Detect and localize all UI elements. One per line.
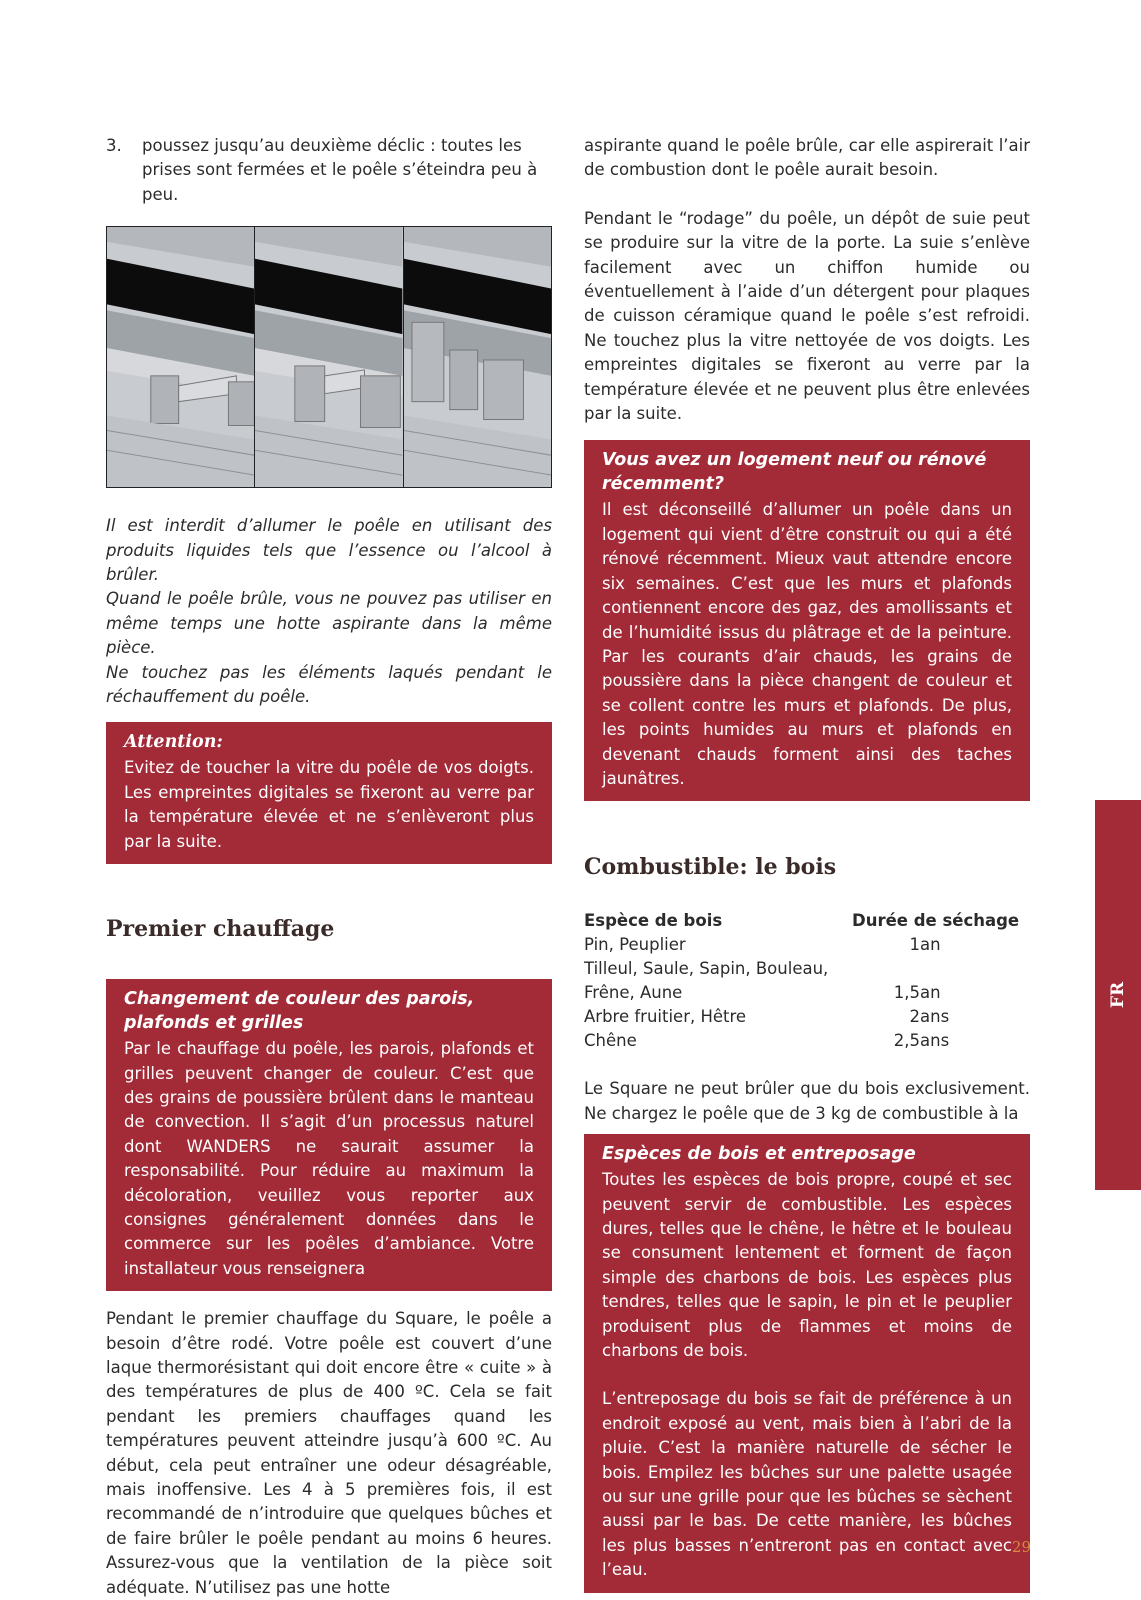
- box-logement-text: Il est déconseillé d’allumer un poêle dans un logement qui vient d’être construit ou qui a été rénové récemment. Mieux vaut attendre encore six semaines. C’est que les murs et plafonds contiennent encore des gaz, des amollissants et de l’humidité issus du plâtrage et de la peinture. Par les courants d’air chauds, les grains de poussière dans la pièce changent de couleur et se collent contre les murs et plafonds. De plus, les points humides au murs et plafonds en devenant chauds forment ainsi des taches jaunâtres.: [602, 500, 1012, 788]
- box-changement-couleur: [106, 979, 552, 1291]
- box-especes-entreposage: [584, 1134, 1030, 1593]
- language-tab-label: FR: [1107, 981, 1128, 1009]
- cell-duration: 1,5: [893, 983, 920, 1003]
- page-number: 29: [1011, 1538, 1031, 1556]
- left-column: [106, 134, 552, 1600]
- box-logement-neuf: [584, 440, 1030, 801]
- heading-combustible: Combustible: le bois: [584, 854, 837, 881]
- header-duration: Durée de séchage: [852, 911, 1020, 931]
- continuation-text: aspirante quand le poêle brûle, car elle aspirerait l’air de combustion dont le poêle aurait besoin.: [584, 136, 1030, 180]
- damper-illustration: [106, 226, 552, 488]
- step-number: 3.: [106, 136, 122, 155]
- cell-unit: ans: [920, 1007, 950, 1027]
- box-couleur-text: Par le chauffage du poêle, les parois, plafonds et grilles peuvent changer de couleur. C’est que des grains de poussière brûlent dans le manteau de convection. Il s’agit d’un processus naturel dont WANDERS ne saurait assumer la responsabilité. Pour réduire au maximum la décoloration, veuillez vous reporter aux consignes généralement données dans le commerce sur les poêles d’ambiance. Votre installateur vous renseignera: [124, 1039, 534, 1278]
- box-especes-title: Espèces de bois et entreposage: [602, 1144, 916, 1165]
- table-row: [584, 1005, 1030, 1029]
- table-row: [584, 933, 1030, 957]
- cell-species: Chêne: [584, 1031, 637, 1051]
- cell-duration: [852, 957, 920, 981]
- attention-box: [106, 722, 552, 864]
- cell-species: Pin, Peuplier: [584, 935, 686, 955]
- table-row: [584, 1029, 1030, 1053]
- premier-chauffage-text: Pendant le premier chauffage du Square, le poêle a besoin d’être rodé. Votre poêle est couvert d’une laque thermorésistant qui doit encore être « cuite » à des températures de plus de 400 ºC. Cela se fait pendant les premiers chauffages quand les températures peuvent atteindre jusqu’à 600 ºC. Au début, cela peut entraîner une odeur désagréable, mais inoffensive. Les 4 à 5 premières fois, il est recommandé de n’introduire que quelques bûches et de faire brûler le poêle pendant au moins 6 heures. Assurez-vous que la ventilation de la pièce soit adéquate. N’utilisez pas une hotte: [106, 1309, 552, 1597]
- cell-duration: 1: [909, 935, 920, 955]
- cell-duration: 2,5: [893, 1031, 920, 1051]
- attention-text: Evitez de toucher la vitre du poêle de vos doigts. Les empreintes digitales se fixeront au verre par la température élevée et ne s’enlèveront plus par la suite.: [124, 758, 534, 851]
- cell-duration: 2: [909, 1007, 920, 1027]
- attention-title: Attention:: [124, 732, 223, 753]
- box-couleur-title: Changement de couleur des parois, plafonds et grilles: [124, 989, 475, 1034]
- table-row: [584, 957, 1030, 981]
- safety-warnings: [106, 514, 552, 709]
- table-header-row: [584, 909, 1030, 933]
- cell-unit: [920, 957, 1030, 981]
- warning-line-1: Il est interdit d’allumer le poêle en utilisant des produits liquides tels que l’essence ou l’alcool à brûler.: [106, 516, 552, 585]
- damper-panel-3: [404, 227, 551, 487]
- cell-species: Tilleul, Saule, Sapin, Bouleau,: [584, 959, 829, 979]
- language-tab: [1095, 800, 1141, 1190]
- cell-unit: an: [920, 935, 941, 955]
- table-row: [584, 981, 1030, 1005]
- warning-line-2: Quand le poêle brûle, vous ne pouvez pas utiliser en même temps une hotte aspirante dans la même pièce.: [106, 589, 552, 658]
- cell-unit: ans: [920, 1031, 950, 1051]
- box-especes-text-1: Toutes les espèces de bois propre, coupé et sec peuvent servir de combustible. Les espèces dures, telles que le chêne, le hêtre et le bouleau se consument lentement et forment de façon simple des charbons de bois. Les espèces plus tendres, telles que le sapin, le pin et le peuplier produisent plus de flammes et moins de charbons de bois.: [602, 1170, 1012, 1360]
- drying-time-table: [584, 909, 1030, 1053]
- square-fuel-text: Le Square ne peut brûler que du bois exclusivement. Ne chargez le poêle que de 3 kg de combustible à la: [584, 1079, 1030, 1123]
- damper-panel-1: [107, 227, 255, 487]
- cell-species: Arbre fruitier, Hêtre: [584, 1007, 747, 1027]
- damper-panel-2: [255, 227, 403, 487]
- cell-unit: an: [920, 983, 941, 1003]
- heading-premier-chauffage: Premier chauffage: [106, 916, 335, 943]
- cell-species: Frêne, Aune: [584, 983, 683, 1003]
- warning-line-3: Ne touchez pas les éléments laqués pendant le réchauffement du poêle.: [106, 662, 552, 707]
- box-especes-text-2: L’entreposage du bois se fait de préférence à un endroit exposé au vent, mais bien à l’abri de la pluie. C’est la manière naturelle de sécher le bois. Empilez les bûches sur une palette usagée ou sur une grille pour que les bûches se sèchent aussi par le bas. De cette manière, les bûches les plus basses n’entreront pas en contact avec l’eau.: [602, 1389, 1012, 1580]
- box-logement-title: Vous avez un logement neuf ou rénové récemment?: [602, 450, 987, 495]
- header-species: Espèce de bois: [584, 911, 723, 931]
- rodage-text: Pendant le “rodage” du poêle, un dépôt de suie peut se produire sur la vitre de la porte. La suie s’enlève facilement avec un chiffon humide ou éventuellement à l’aide d’un détergent pour plaques de cuisson céramique quand le poêle s’est refroidi. Ne touchez plus la vitre nettoyée de vos doigts. Les empreintes digitales se fixeront au verre par la température élevée et ne peuvent plus être enlevées par la suite.: [584, 208, 1030, 424]
- step-3: [106, 134, 552, 207]
- right-column: [584, 134, 1030, 1593]
- step-text: poussez jusqu’au deuxième déclic : toutes les prises sont fermées et le poêle s’éteindra peu à peu.: [142, 136, 538, 204]
